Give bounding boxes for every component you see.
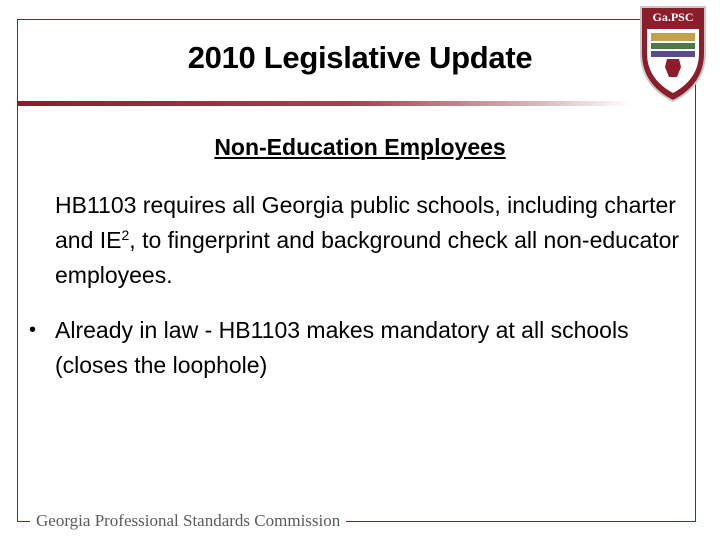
- gapsc-logo: [637, 5, 709, 103]
- paragraph-text: HB1103 requires all Georgia public schools, including charter and IE: [55, 192, 676, 253]
- title-divider: [17, 101, 632, 106]
- logo-text: Ga.PSC: [645, 9, 701, 26]
- superscript-2: 2: [121, 227, 130, 243]
- paragraph-text-end: , to fingerprint and background check all non-educator employees.: [55, 227, 680, 288]
- footer-text: Georgia Professional Standards Commission: [30, 511, 346, 531]
- section-heading: Non-Education Employees: [214, 134, 506, 160]
- body-paragraph: [55, 188, 695, 293]
- bullet-text: Already in law - HB1103 makes mandatory at all schools (closes the loophole): [55, 317, 629, 378]
- bullet-icon: •: [29, 319, 37, 341]
- slide-title: 2010 Legislative Update: [187, 40, 533, 75]
